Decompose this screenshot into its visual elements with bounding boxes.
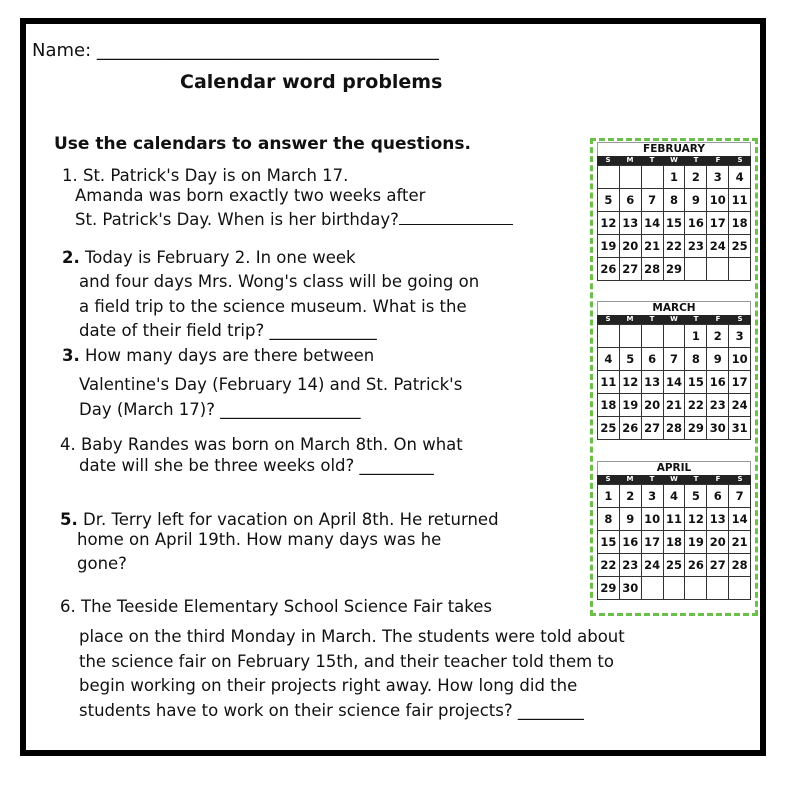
calendar-day: 3 bbox=[707, 166, 729, 189]
calendar-day: 30 bbox=[620, 577, 642, 600]
weekday-label: T bbox=[649, 315, 655, 323]
calendar-day: 30 bbox=[707, 417, 729, 440]
calendar-day: 22 bbox=[598, 554, 620, 577]
calendar-day: 24 bbox=[642, 554, 664, 577]
weekday-label: S bbox=[737, 156, 743, 164]
calendar-day: 18 bbox=[598, 394, 620, 417]
calendar-day: 7 bbox=[664, 348, 686, 371]
q4-line2: date will she be three weeks old? _________ bbox=[79, 456, 434, 475]
calendar-day: 8 bbox=[664, 189, 686, 212]
calendar-day: 21 bbox=[664, 394, 686, 417]
calendar-empty-cell bbox=[642, 325, 664, 348]
q2-line1: 2. Today is February 2. In one week bbox=[62, 248, 356, 267]
q1-answer-blank[interactable] bbox=[399, 210, 513, 225]
calendar-day: 10 bbox=[729, 348, 751, 371]
q6-line1: 6. The Teeside Elementary School Science Fair takes bbox=[60, 597, 492, 616]
calendar-empty-cell bbox=[620, 166, 642, 189]
calendar-february bbox=[597, 142, 751, 281]
calendar-day: 5 bbox=[685, 485, 707, 508]
calendar-day: 2 bbox=[620, 485, 642, 508]
weekday-label: S bbox=[605, 475, 611, 483]
calendar-day: 25 bbox=[664, 554, 686, 577]
calendar-day: 26 bbox=[620, 417, 642, 440]
weekday-header bbox=[597, 156, 751, 165]
page-title: Calendar word problems bbox=[180, 71, 443, 93]
calendar-day: 19 bbox=[620, 394, 642, 417]
calendar-day: 18 bbox=[729, 212, 751, 235]
weekday-label: F bbox=[715, 475, 721, 483]
q3-line1: 3. How many days are there between bbox=[62, 346, 375, 365]
calendar-empty-cell bbox=[664, 577, 686, 600]
instructions: Use the calendars to answer the questions. bbox=[54, 134, 471, 154]
calendar-day: 29 bbox=[664, 258, 686, 281]
calendar-day: 16 bbox=[707, 371, 729, 394]
day-grid bbox=[597, 165, 751, 281]
calendar-day: 28 bbox=[642, 258, 664, 281]
q1-line1: 1. St. Patrick's Day is on March 17. bbox=[62, 166, 349, 185]
q6-line4: begin working on their projects right away. How long did the bbox=[79, 676, 578, 695]
weekday-label: M bbox=[626, 156, 634, 164]
calendar-day: 1 bbox=[664, 166, 686, 189]
calendar-day: 18 bbox=[664, 531, 686, 554]
calendar-day: 29 bbox=[598, 577, 620, 600]
calendar-day: 27 bbox=[707, 554, 729, 577]
month-name: FEBRUARY bbox=[597, 142, 751, 156]
weekday-label: W bbox=[670, 156, 678, 164]
q6-line3: the science fair on February 15th, and their teacher told them to bbox=[79, 652, 615, 671]
q5-line2: home on April 19th. How many days was he bbox=[77, 530, 442, 549]
calendar-day: 4 bbox=[664, 485, 686, 508]
calendar-day: 11 bbox=[729, 189, 751, 212]
calendar-day: 17 bbox=[729, 371, 751, 394]
calendar-day: 23 bbox=[707, 394, 729, 417]
calendar-empty-cell bbox=[685, 258, 707, 281]
calendar-day: 25 bbox=[729, 235, 751, 258]
calendar-empty-cell bbox=[707, 258, 729, 281]
calendar-empty-cell bbox=[685, 577, 707, 600]
weekday-label: T bbox=[649, 475, 655, 483]
calendar-day: 4 bbox=[598, 348, 620, 371]
weekday-label: S bbox=[605, 156, 611, 164]
q2-line2: and four days Mrs. Wong's class will be going on bbox=[79, 272, 480, 291]
q5-line3: gone? bbox=[77, 554, 127, 573]
calendar-day: 5 bbox=[598, 189, 620, 212]
weekday-header bbox=[597, 475, 751, 484]
calendar-day: 23 bbox=[620, 554, 642, 577]
calendar-april bbox=[597, 461, 751, 600]
calendar-day: 28 bbox=[664, 417, 686, 440]
weekday-label: M bbox=[626, 475, 634, 483]
calendar-day: 22 bbox=[685, 394, 707, 417]
calendar-empty-cell bbox=[729, 258, 751, 281]
calendar-day: 15 bbox=[685, 371, 707, 394]
calendar-day: 9 bbox=[685, 189, 707, 212]
calendar-day: 15 bbox=[664, 212, 686, 235]
q2-line3: a field trip to the science museum. What is the bbox=[79, 297, 467, 316]
q2-line4: date of their field trip? _____________ bbox=[79, 321, 377, 340]
calendar-day: 27 bbox=[642, 417, 664, 440]
weekday-label: T bbox=[693, 475, 699, 483]
calendar-empty-cell bbox=[620, 325, 642, 348]
calendar-day: 8 bbox=[685, 348, 707, 371]
calendar-day: 11 bbox=[598, 371, 620, 394]
calendar-day: 22 bbox=[664, 235, 686, 258]
q4-line1: 4. Baby Randes was born on March 8th. On what bbox=[60, 435, 463, 454]
calendar-day: 26 bbox=[685, 554, 707, 577]
weekday-label: S bbox=[605, 315, 611, 323]
calendar-day: 13 bbox=[642, 371, 664, 394]
calendar-empty-cell bbox=[598, 166, 620, 189]
q3-line2: Valentine's Day (February 14) and St. Patrick's bbox=[79, 375, 463, 394]
weekday-label: T bbox=[693, 315, 699, 323]
calendar-day: 17 bbox=[642, 531, 664, 554]
calendar-day: 12 bbox=[620, 371, 642, 394]
q6-line5: students have to work on their science fair projects? ________ bbox=[79, 701, 584, 720]
calendar-day: 17 bbox=[707, 212, 729, 235]
calendar-day: 21 bbox=[729, 531, 751, 554]
calendar-day: 26 bbox=[598, 258, 620, 281]
calendar-day: 1 bbox=[598, 485, 620, 508]
calendar-day: 24 bbox=[729, 394, 751, 417]
calendar-day: 6 bbox=[642, 348, 664, 371]
calendar-day: 23 bbox=[685, 235, 707, 258]
weekday-label: W bbox=[670, 475, 678, 483]
calendar-day: 29 bbox=[685, 417, 707, 440]
day-grid bbox=[597, 324, 751, 440]
calendar-day: 2 bbox=[685, 166, 707, 189]
calendar-day: 20 bbox=[707, 531, 729, 554]
calendar-day: 7 bbox=[729, 485, 751, 508]
calendar-empty-cell bbox=[729, 577, 751, 600]
calendar-day: 2 bbox=[707, 325, 729, 348]
day-grid bbox=[597, 484, 751, 600]
weekday-label: W bbox=[670, 315, 678, 323]
calendar-day: 20 bbox=[642, 394, 664, 417]
calendar-empty-cell bbox=[642, 577, 664, 600]
calendar-day: 14 bbox=[729, 508, 751, 531]
month-name: MARCH bbox=[597, 301, 751, 315]
weekday-header bbox=[597, 315, 751, 324]
calendar-day: 19 bbox=[685, 531, 707, 554]
calendar-day: 13 bbox=[620, 212, 642, 235]
calendar-day: 10 bbox=[642, 508, 664, 531]
calendar-day: 24 bbox=[707, 235, 729, 258]
calendar-empty-cell bbox=[664, 325, 686, 348]
weekday-label: F bbox=[715, 315, 721, 323]
weekday-label: T bbox=[693, 156, 699, 164]
calendar-day: 7 bbox=[642, 189, 664, 212]
calendar-day: 19 bbox=[598, 235, 620, 258]
weekday-label: F bbox=[715, 156, 721, 164]
calendar-day: 16 bbox=[685, 212, 707, 235]
month-name: APRIL bbox=[597, 461, 751, 475]
q1-line3: St. Patrick's Day. When is her birthday? bbox=[75, 210, 513, 229]
calendar-day: 4 bbox=[729, 166, 751, 189]
calendar-day: 12 bbox=[685, 508, 707, 531]
calendar-column bbox=[590, 138, 758, 616]
calendar-day: 3 bbox=[729, 325, 751, 348]
calendar-day: 14 bbox=[642, 212, 664, 235]
calendar-day: 9 bbox=[707, 348, 729, 371]
calendar-day: 16 bbox=[620, 531, 642, 554]
calendar-day: 10 bbox=[707, 189, 729, 212]
calendar-day: 12 bbox=[598, 212, 620, 235]
q5-line1: 5. Dr. Terry left for vacation on April 8th. He returned bbox=[60, 510, 499, 529]
calendar-day: 13 bbox=[707, 508, 729, 531]
calendar-day: 28 bbox=[729, 554, 751, 577]
calendar-day: 21 bbox=[642, 235, 664, 258]
calendar-day: 3 bbox=[642, 485, 664, 508]
calendar-day: 6 bbox=[620, 189, 642, 212]
calendar-day: 31 bbox=[729, 417, 751, 440]
weekday-label: S bbox=[737, 315, 743, 323]
calendar-day: 11 bbox=[664, 508, 686, 531]
calendar-day: 6 bbox=[707, 485, 729, 508]
calendar-day: 8 bbox=[598, 508, 620, 531]
calendar-day: 25 bbox=[598, 417, 620, 440]
calendar-empty-cell bbox=[598, 325, 620, 348]
calendar-empty-cell bbox=[707, 577, 729, 600]
calendar-day: 20 bbox=[620, 235, 642, 258]
calendar-march bbox=[597, 301, 751, 440]
calendar-day: 14 bbox=[664, 371, 686, 394]
calendar-empty-cell bbox=[642, 166, 664, 189]
weekday-label: M bbox=[626, 315, 634, 323]
calendar-day: 15 bbox=[598, 531, 620, 554]
name-field[interactable]: Name: ______________________________________ bbox=[32, 40, 439, 61]
calendar-day: 9 bbox=[620, 508, 642, 531]
q6-line2: place on the third Monday in March. The students were told about bbox=[79, 627, 625, 646]
weekday-label: T bbox=[649, 156, 655, 164]
calendar-day: 27 bbox=[620, 258, 642, 281]
calendar-day: 1 bbox=[685, 325, 707, 348]
weekday-label: S bbox=[737, 475, 743, 483]
q3-line3: Day (March 17)? _________________ bbox=[79, 400, 361, 419]
q1-line2: Amanda was born exactly two weeks after bbox=[75, 186, 426, 205]
calendar-day: 5 bbox=[620, 348, 642, 371]
